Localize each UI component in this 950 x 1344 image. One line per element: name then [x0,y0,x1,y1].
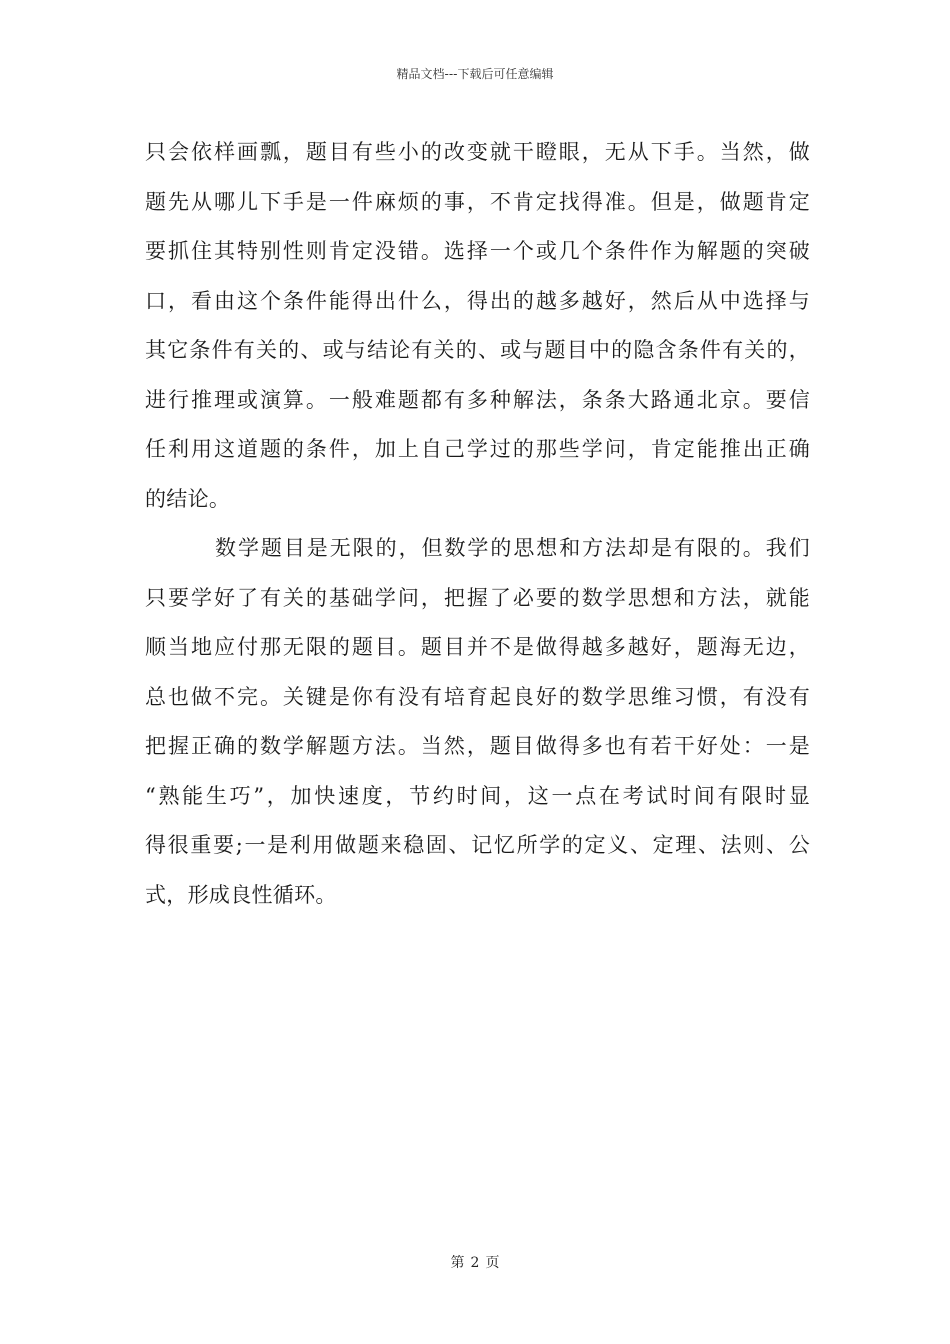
page-number-suffix: 页 [485,1255,500,1271]
paragraph-line: 式，形成良性循环。 [145,882,337,907]
paragraph-2 [145,524,810,920]
paragraph-line: 任利用这道题的条件，加上自己学过的那些学问，肯定能推出正确 [145,437,810,461]
paragraph-line: 数学题目是无限的，但数学的思想和方法却是有限的。我们 [215,536,810,560]
paragraph-line: 题先从哪儿下手是一件麻烦的事，不肯定找得准。但是，做题肯定 [145,189,810,214]
paragraph-line: 把握正确的数学解题方法。当然，题目做得多也有若干好处：一是 [145,734,810,758]
paragraph-line: 只会依样画瓢，题目有些小的改变就干瞪眼，无从下手。当然，做 [145,140,810,164]
page-header [0,66,950,82]
page-footer [0,1254,950,1272]
paragraph-line: “熟能生巧”，加快速度，节约时间，这一点在考试时间有限时显 [145,783,810,808]
paragraph-line: 的结论。 [145,486,231,511]
paragraph-line: 口，看由这个条件能得出什么，得出的越多越好，然后从中选择与 [145,288,810,313]
paragraph-line: 顺当地应付那无限的题目。题目并不是做得越多越好，题海无边， [145,635,810,659]
paragraph-1 [145,128,810,524]
paragraph-line: 其它条件有关的、或与结论有关的、或与题目中的隐含条件有关的， [145,338,810,362]
body-text [145,128,810,920]
header-watermark-text: 精品文档---下载后可任意编辑 [396,67,554,81]
page-number-prefix: 第 [450,1255,465,1271]
paragraph-line: 总也做不完。关键是你有没有培育起良好的数学思维习惯，有没有 [145,684,810,709]
paragraph-line: 要抓住其特别性则肯定没错。选择一个或几个条件作为解题的突破 [145,239,810,263]
page-number: 2 [470,1255,480,1271]
paragraph-line: 得很重要;一是利用做题来稳固、记忆所学的定义、定理、法则、公 [145,833,810,857]
paragraph-line: 只要学好了有关的基础学问，把握了必要的数学思想和方法，就能 [145,585,810,610]
paragraph-line: 进行推理或演算。一般难题都有多种解法，条条大路通北京。要信 [145,387,810,412]
